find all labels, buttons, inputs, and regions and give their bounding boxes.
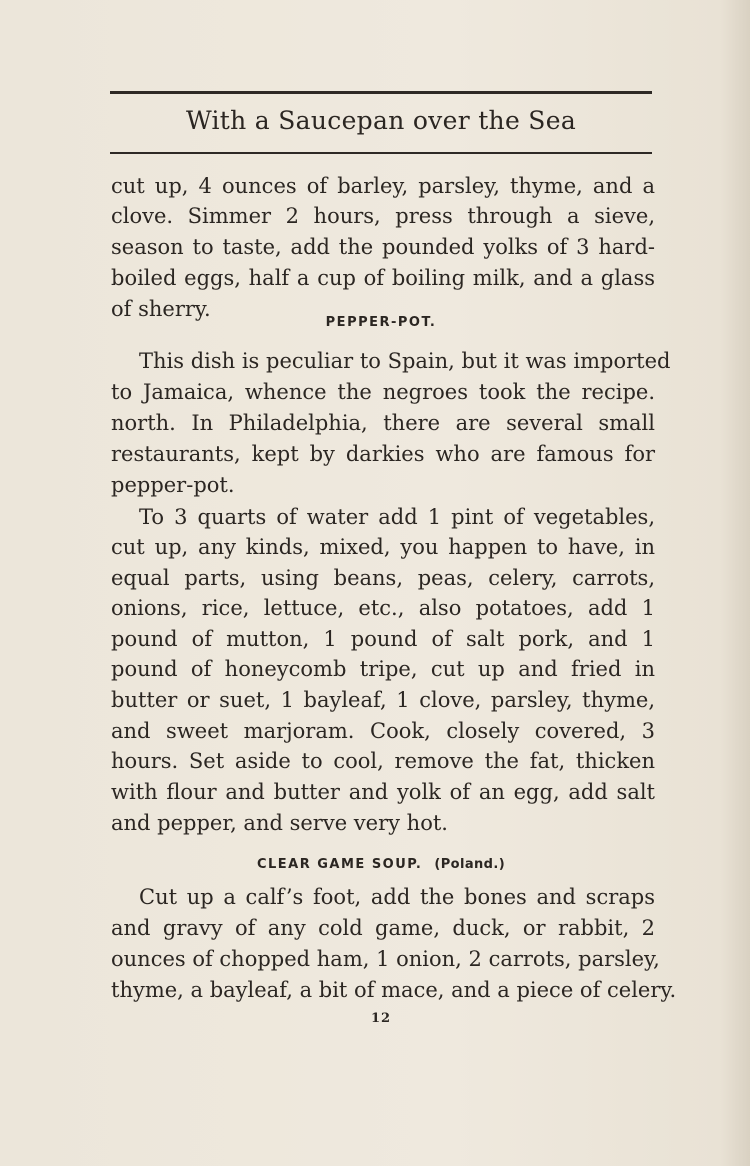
paragraph-1-line-4: boiled eggs, half a cup of boiling milk, and a glass	[111, 266, 655, 290]
paragraph-3-line-6: pound of honeycomb tripe, cut up and fried in	[111, 657, 655, 681]
paragraph-1-line-5: of sherry.	[111, 297, 211, 321]
paragraph-3-line-7: butter or suet, 1 bayleaf, 1 clove, parsley, thyme,	[111, 688, 655, 712]
paragraph-3-line-11: and pepper, and serve very hot.	[111, 811, 448, 835]
paragraph-3-line-5: pound of mutton, 1 pound of salt pork, and 1	[111, 627, 655, 651]
paragraph-3-line-10: with flour and butter and yolk of an egg, add salt	[111, 780, 655, 804]
header-rule-bottom	[110, 152, 652, 154]
paragraph-4-line-2: and gravy of any cold game, duck, or rabbit, 2	[111, 916, 655, 940]
paragraph-3-line-3: equal parts, using beans, peas, celery, carrots,	[111, 566, 655, 590]
paragraph-4-line-4: thyme, a bayleaf, a bit of mace, and a piece of celery.	[111, 978, 677, 1002]
paragraph-3-line-2: cut up, any kinds, mixed, you happen to have, in	[111, 535, 655, 559]
paragraph-4-line-1: Cut up a calf’s foot, add the bones and scraps	[139, 885, 655, 909]
paragraph-4-line-3: ounces of chopped ham, 1 onion, 2 carrots, parsley,	[111, 947, 660, 971]
paragraph-2-line-3: north. In Philadelphia, there are several small	[111, 411, 655, 435]
heading-clear-game-soup	[110, 857, 652, 872]
paragraph-3-line-4: onions, rice, lettuce, etc., also potatoes, add 1	[111, 596, 655, 620]
paragraph-1-line-1: cut up, 4 ounces of barley, parsley, thyme, and a	[111, 174, 655, 198]
paragraph-1-line-2: clove. Simmer 2 hours, press through a sieve,	[111, 204, 655, 228]
paragraph-1-line-3: season to taste, add the pounded yolks of 3 hard-	[111, 235, 655, 259]
heading-clear-game-soup-title: CLEAR GAME SOUP.	[256, 857, 423, 872]
heading-pepper-pot: PEPPER-POT.	[325, 315, 437, 330]
heading-clear-game-soup-subtitle: (Poland.)	[434, 857, 506, 872]
paragraph-2-line-4: restaurants, kept by darkies who are famous for	[111, 442, 655, 466]
paragraph-2-line-2: to Jamaica, whence the negroes took the recipe.	[111, 380, 655, 404]
paragraph-2-line-5: pepper-pot.	[111, 473, 235, 497]
page-number: 12	[370, 1011, 392, 1026]
paragraph-3-line-9: hours. Set aside to cool, remove the fat, thicken	[111, 749, 655, 773]
running-head: With a Saucepan over the Sea	[185, 106, 577, 135]
paragraph-2-line-1: This dish is peculiar to Spain, but it was imported	[139, 349, 671, 373]
paragraph-3-line-1: To 3 quarts of water add 1 pint of vegetables,	[139, 505, 655, 529]
paragraph-3-line-8: and sweet marjoram. Cook, closely covered, 3	[111, 719, 655, 743]
header-rule-top	[110, 91, 652, 94]
